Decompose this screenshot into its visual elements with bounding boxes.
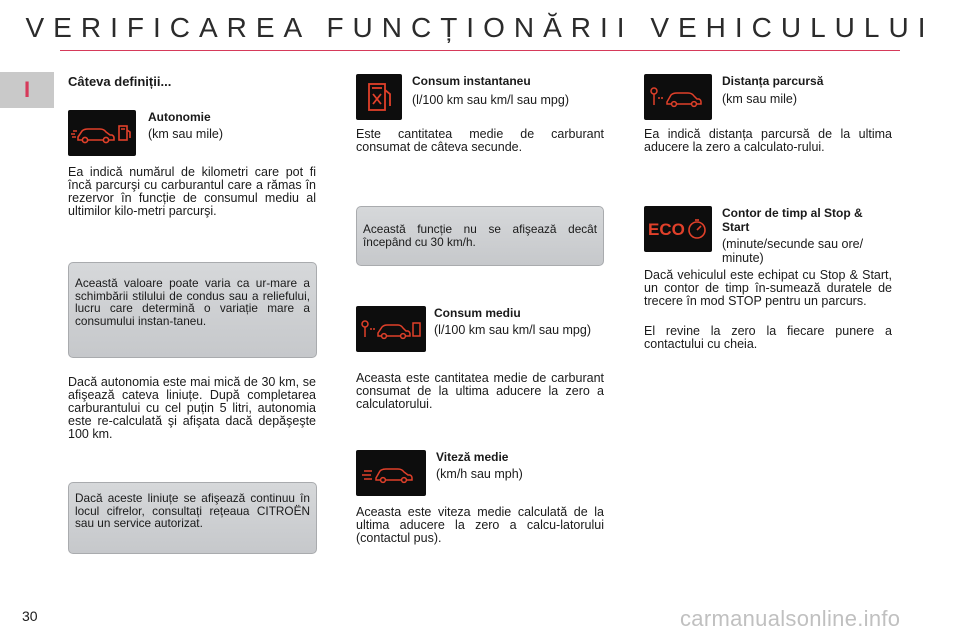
page-title: VERIFICAREA FUNCȚIONĂRII VEHICULULUI	[25, 12, 935, 43]
chapter-tab[interactable]: I	[0, 72, 54, 108]
average-consumption-description: Aceasta este cantitatea medie de carburant consumat de la ultima aducere la zero a calculatorului.	[356, 371, 604, 411]
dealer-note: Dacă aceste liniuțe se afişează continuu în locul cifrelor, consultați rețeaua CITROËN sau un service autorizat.	[68, 482, 317, 554]
average-speed-description: Aceasta este viteza medie calculată de la ultima aducere la zero a calcu-latorului (contactul pus).	[356, 505, 604, 545]
autonomy-description: Ea indică numărul de kilometri care pot fi încă parcurşi cu carburantul care a rămas în rezervor în funcție de consumul mediu al ultimilor kilo-metri parcurşi.	[68, 165, 316, 218]
autonomy-unit: (km sau mile)	[148, 127, 224, 141]
reset-description: El revine la zero la fiecare punere a contactului cu cheia.	[644, 324, 892, 351]
autonomy-dashes-description: Dacă autonomia este mai mică de 30 km, se afişează cateva liniuțe. După completarea carburantului cu cel puțin 5 litri, autonomia este re-calculată şi afişata dacă depăşeşte 100 km.	[68, 375, 316, 441]
instant-consumption-icon	[356, 74, 402, 120]
autonomy-label: Autonomie	[148, 110, 211, 124]
distance-unit: (km sau mile)	[722, 92, 798, 106]
average-speed-label: Viteză medie	[436, 450, 509, 464]
average-consumption-unit: (l/100 km sau km/l sau mpg)	[434, 323, 591, 337]
distance-label: Distanța parcursă	[722, 74, 824, 88]
autonomy-note: Această valoare poate varia ca ur-mare a schimbării stilului de condus sau a reliefului, lucru care determină o variație mare a consumului instan-taneu.	[68, 262, 317, 358]
average-speed-unit: (km/h sau mph)	[436, 467, 523, 481]
stop-start-description: Dacă vehiculul este echipat cu Stop & Start, un contor de timp în-sumează duratele de trecere în mod STOP pentru un parcurs.	[644, 268, 892, 308]
stop-start-timer-unit: (minute/secunde sau ore/ minute)	[722, 237, 864, 265]
stop-start-timer-label: Contor de timp al Stop & Start	[722, 206, 863, 234]
distance-travelled-icon	[644, 74, 712, 120]
instant-consumption-description: Este cantitatea medie de carburant consumat de câteva secunde.	[356, 127, 604, 154]
autonomy-display-icon	[68, 110, 136, 156]
eco-timer-icon	[644, 206, 712, 252]
average-consumption-label: Consum mediu	[434, 306, 521, 320]
page-number: 30	[22, 608, 38, 624]
instant-consumption-unit: (l/100 km sau km/l sau mpg)	[412, 93, 569, 107]
watermark: carmanualsonline.info	[680, 606, 901, 631]
instant-consumption-label: Consum instantaneu	[412, 74, 531, 88]
title-divider	[60, 50, 900, 51]
average-speed-icon	[356, 450, 426, 496]
section-title: Câteva definiții...	[68, 74, 172, 89]
distance-description: Ea indică distanța parcursă de la ultima aducere la zero a calculato-rului.	[644, 127, 892, 154]
eco-label: ECO	[648, 220, 685, 239]
speed-note: Această funcție nu se afişează decât începând cu 30 km/h.	[356, 206, 604, 266]
average-consumption-icon	[356, 306, 426, 352]
